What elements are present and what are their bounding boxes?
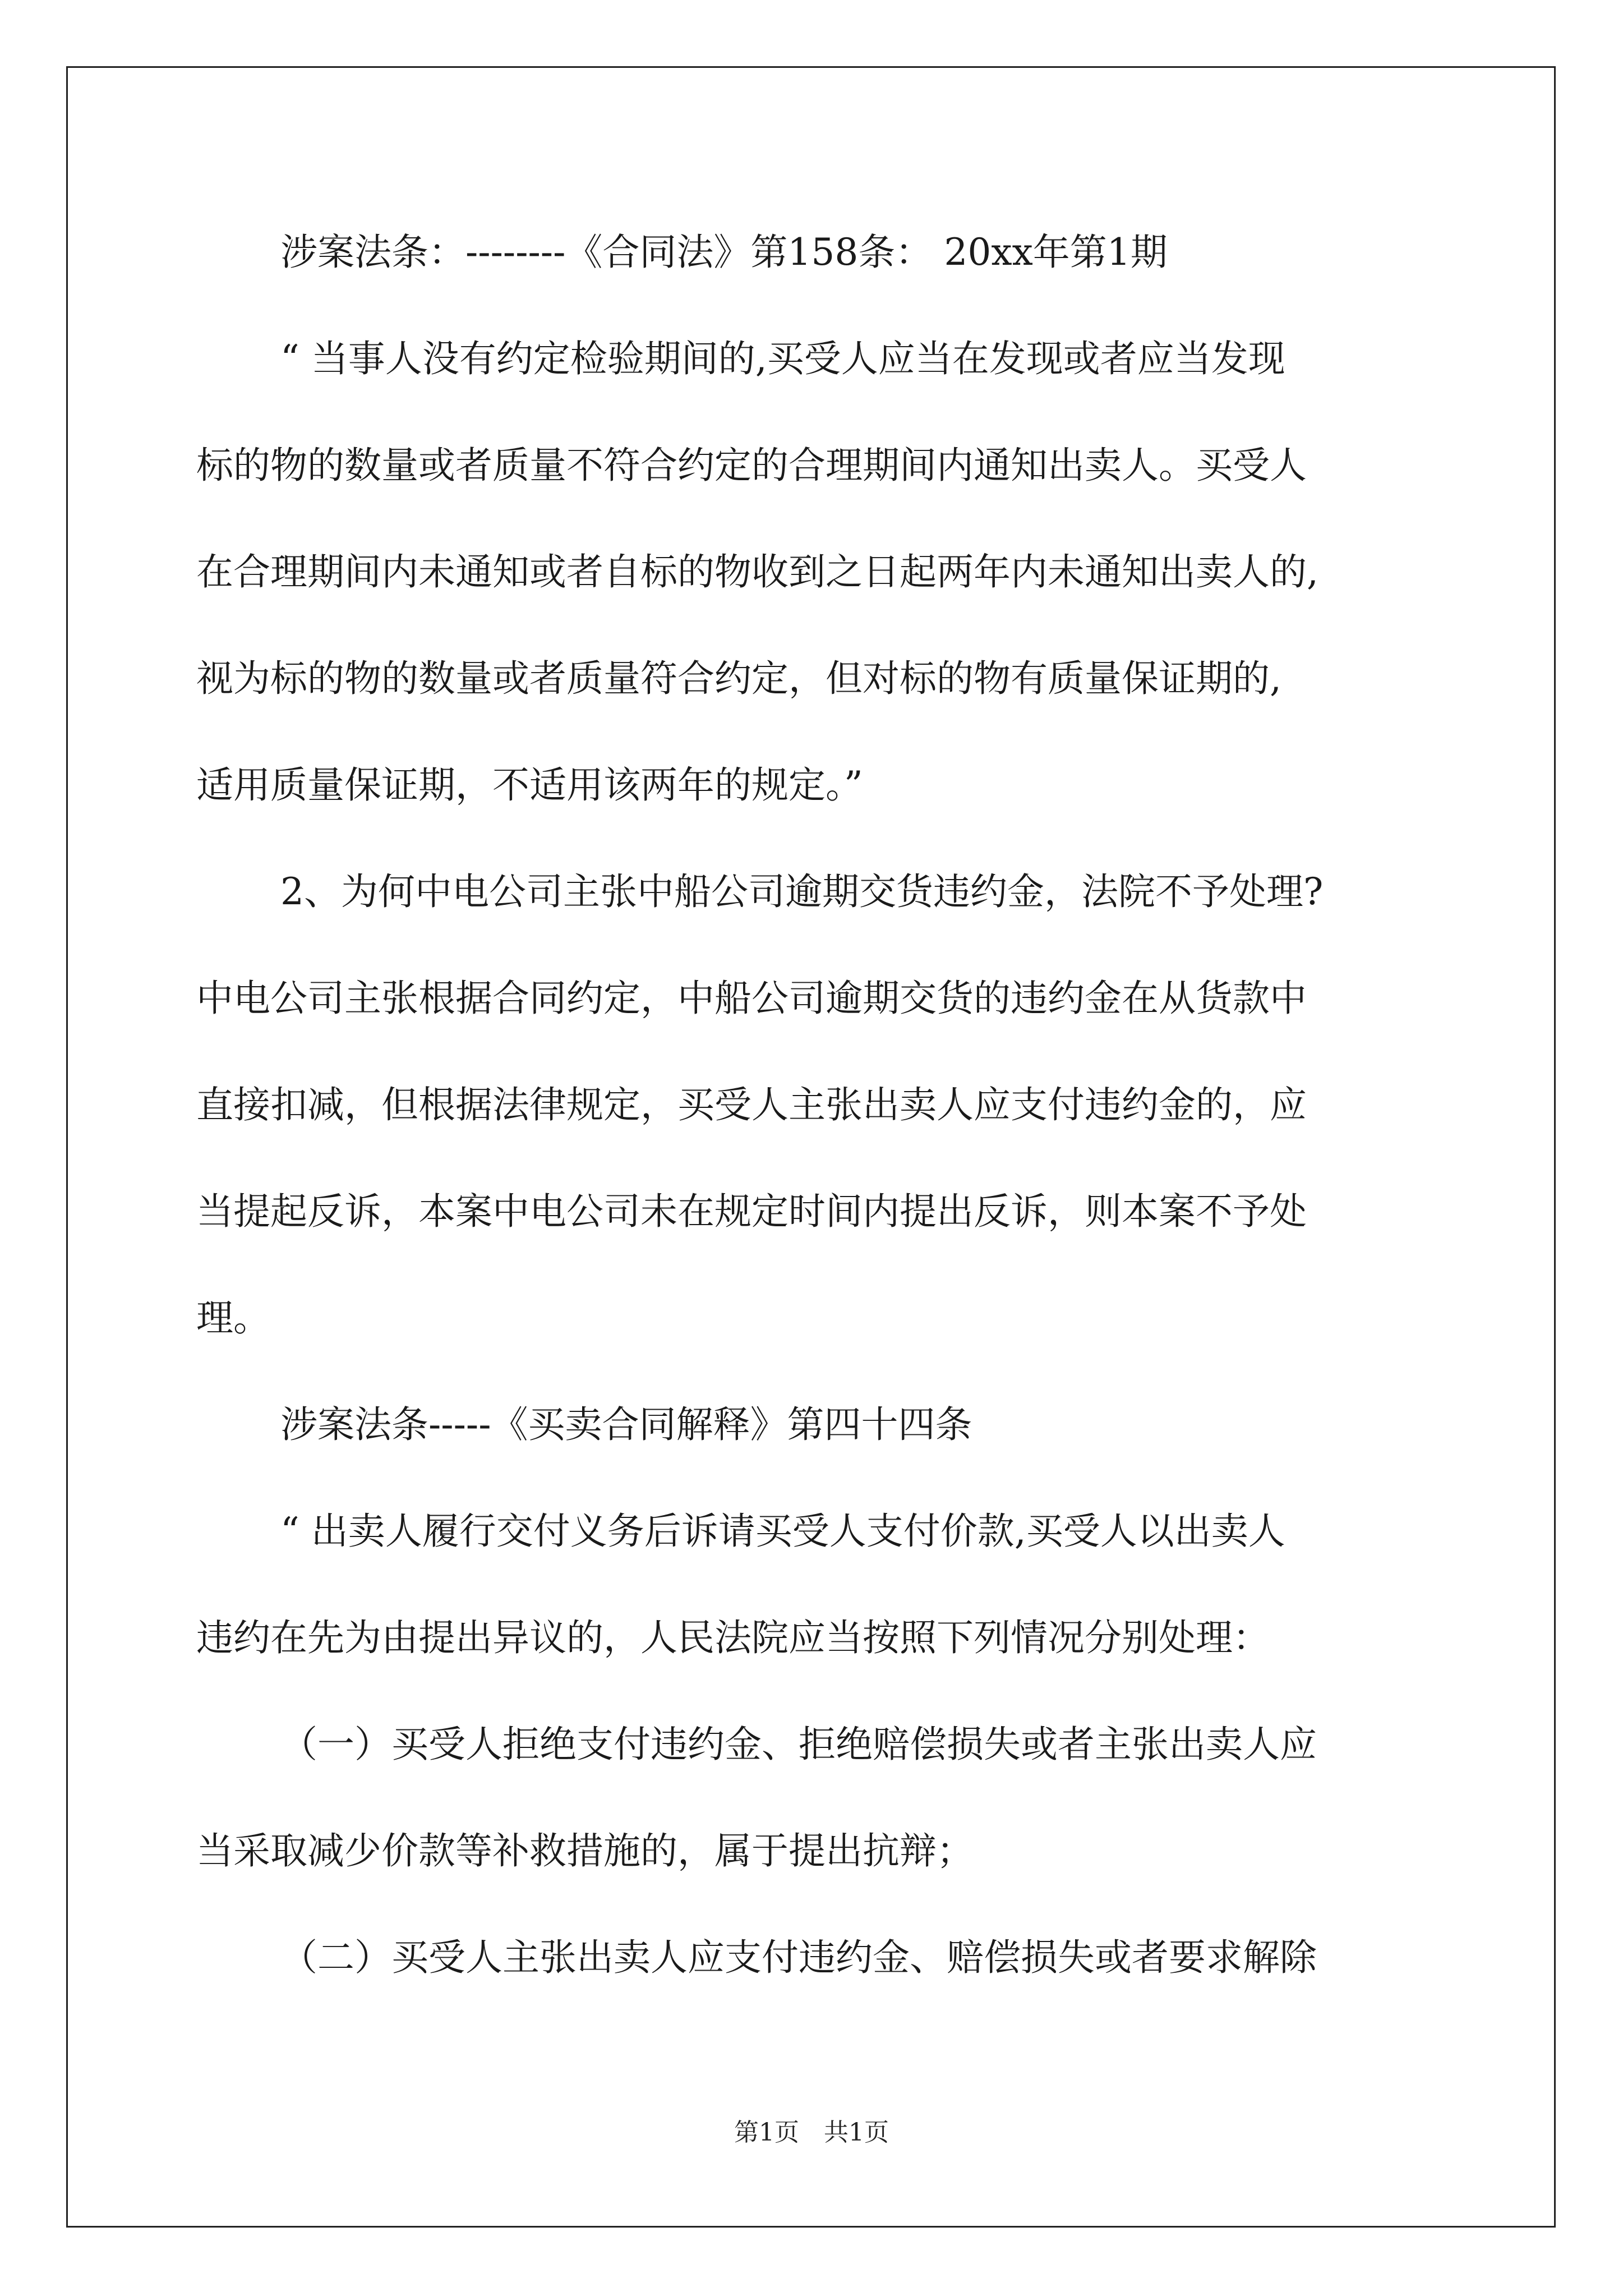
question-heading: 2、为何中电公司主张中船公司逾期交货违约金，法院不予处理? <box>280 870 1324 913</box>
page-border <box>66 66 1556 2228</box>
paragraph-line: 在合理期间内未通知或者自标的物收到之日起两年内未通知出卖人的, <box>196 550 1318 593</box>
page-number: 第1页 共1页 <box>734 2118 889 2147</box>
paragraph-line: 理。 <box>196 1296 270 1340</box>
paragraph-line: 标的物的数量或者质量不符合约定的合理期间内通知出卖人。买受人 <box>196 444 1307 487</box>
paragraph-line: 直接扣减，但根据法律规定，买受人主张出卖人应支付违约金的，应 <box>196 1083 1307 1126</box>
paragraph-line: 违约在先为由提出异议的，人民法院应当按照下列情况分别处理： <box>196 1616 1270 1659</box>
statute-heading-1: 涉案法条：--------《合同法》第158条： 20xx年第1期 <box>280 231 1168 274</box>
paragraph-line: 适用质量保证期，不适用该两年的规定。” <box>196 763 863 807</box>
list-item-2: （二）买受人主张出卖人应支付违约金、赔偿损失或者要求解除 <box>280 1936 1317 1979</box>
paragraph-line: 视为标的物的数量或者质量符合约定，但对标的物有质量保证期的, <box>196 657 1281 700</box>
quote-line: “ 当事人没有约定检验期间的,买受人应当在发现或者应当发现 <box>280 337 1285 380</box>
statute-heading-2: 涉案法条-----《买卖合同解释》第四十四条 <box>280 1403 972 1446</box>
paragraph-line: 中电公司主张根据合同约定，中船公司逾期交货的违约金在从货款中 <box>196 977 1307 1020</box>
paragraph-line: 当提起反诉，本案中电公司未在规定时间内提出反诉，则本案不予处 <box>196 1190 1307 1233</box>
quote-line: “ 出卖人履行交付义务后诉请买受人支付价款,买受人以出卖人 <box>280 1510 1285 1553</box>
paragraph-line: 当采取减少价款等补救措施的，属于提出抗辩； <box>196 1829 974 1872</box>
list-item-1: （一）买受人拒绝支付违约金、拒绝赔偿损失或者主张出卖人应 <box>280 1723 1317 1766</box>
